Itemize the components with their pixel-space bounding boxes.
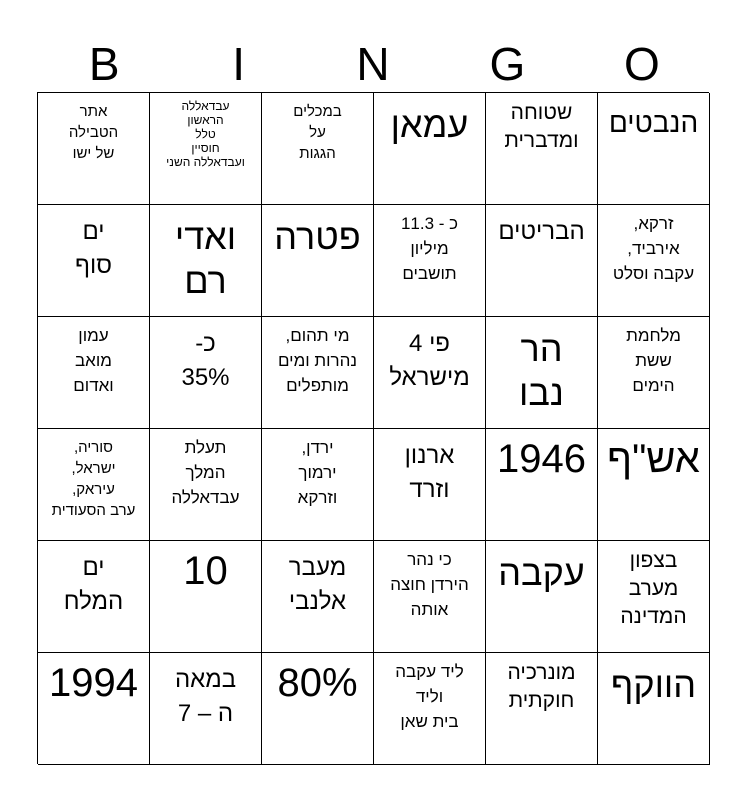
header-letter-o: O <box>623 38 660 90</box>
cell-text: עבדאללה הראשון טלל חוסיין ועבדאללה השני <box>166 99 245 169</box>
cell-text: 80% <box>277 661 358 705</box>
bingo-cell <box>262 93 374 205</box>
bingo-cell <box>598 541 710 653</box>
bingo-cell <box>374 429 486 541</box>
cell-text: 1946 <box>497 437 586 481</box>
bingo-cell <box>150 317 262 429</box>
cell-text: זרקא, אירביד, עקבה וסלט <box>612 214 695 283</box>
bingo-cell <box>38 93 150 205</box>
header-letter-b: B <box>88 38 120 90</box>
cell-text: ירדן, ירמוך וזרקא <box>297 438 338 507</box>
cell-text: 10 <box>183 549 228 593</box>
bingo-cell <box>486 541 598 653</box>
bingo-cell <box>38 429 150 541</box>
cell-text: הבריטים <box>498 218 585 245</box>
cell-text: תעלת המלך עבדאללה <box>171 438 240 507</box>
cell-text: הווקף <box>610 664 697 705</box>
bingo-cell <box>374 93 486 205</box>
bingo-cell <box>262 317 374 429</box>
bingo-cell <box>38 653 150 765</box>
bingo-cell <box>486 205 598 317</box>
bingo-cell <box>374 317 486 429</box>
cell-text: אש"ף <box>607 437 700 481</box>
bingo-cell <box>374 541 486 653</box>
cell-text: עקבה <box>498 552 585 593</box>
cell-text: הר נבו <box>519 328 564 413</box>
bingo-cell <box>486 653 598 765</box>
cell-text: פטרה <box>274 216 361 257</box>
cell-text: שטוחה ומדברית <box>504 101 579 152</box>
cell-text: במאה ה – 7 <box>174 666 237 727</box>
bingo-cell <box>150 93 262 205</box>
header-letter-n: N <box>356 38 390 90</box>
header-letter-g: G <box>489 38 526 90</box>
bingo-cell <box>486 93 598 205</box>
cell-text: ים המלח <box>63 554 124 615</box>
bingo-cell <box>486 317 598 429</box>
cell-text: סוריה, ישראל, עיראק, ערב הסעודית <box>51 439 136 519</box>
bingo-cell <box>598 205 710 317</box>
cell-text: ואדי רם <box>174 216 237 301</box>
cell-text: 1994 <box>49 661 138 705</box>
bingo-cell <box>374 653 486 765</box>
bingo-header <box>37 36 709 92</box>
cell-text: עמאן <box>390 104 469 145</box>
cell-text: מלחמת ששת הימים <box>626 326 681 395</box>
cell-text: כ- 35% <box>181 330 230 391</box>
header-letter-i: I <box>232 38 245 90</box>
bingo-cell <box>598 653 710 765</box>
cell-text: עמון מואב ואדום <box>73 326 114 395</box>
cell-text: כ - 11.3 מיליון תושבים <box>400 214 459 283</box>
bingo-cell <box>262 653 374 765</box>
bingo-cell <box>598 429 710 541</box>
cell-text: כי נהר הירדן חוצה אותה <box>390 550 469 619</box>
bingo-cell <box>150 541 262 653</box>
cell-text: הנבטים <box>608 107 699 138</box>
bingo-cell <box>598 93 710 205</box>
cell-text: בצפון מערב המדינה <box>620 549 687 628</box>
cell-text: מעבר אלנבי <box>288 554 347 615</box>
bingo-cell <box>374 205 486 317</box>
cell-text: ארנון וזרד <box>404 442 455 503</box>
bingo-cell <box>150 205 262 317</box>
cell-text: אתר הטבילה של ישו <box>68 103 119 162</box>
bingo-cell <box>38 317 150 429</box>
cell-text: ליד עקבה וליד בית שאן <box>395 662 464 731</box>
bingo-cell <box>598 317 710 429</box>
bingo-cell <box>38 541 150 653</box>
bingo-cell <box>262 429 374 541</box>
bingo-cell <box>150 653 262 765</box>
cell-text: מונרכיה חוקתית <box>507 661 576 712</box>
bingo-grid <box>37 92 709 764</box>
cell-text: מי תהום, נהרות ומים מותפלים <box>277 326 358 395</box>
bingo-cell <box>262 541 374 653</box>
bingo-cell <box>262 205 374 317</box>
bingo-cell <box>486 429 598 541</box>
bingo-cell <box>150 429 262 541</box>
bingo-cell <box>38 205 150 317</box>
cell-text: פי 4 מישראל <box>389 330 470 391</box>
cell-text: במכלים על הגגות <box>293 103 342 162</box>
cell-text: ים סוף <box>75 218 112 279</box>
